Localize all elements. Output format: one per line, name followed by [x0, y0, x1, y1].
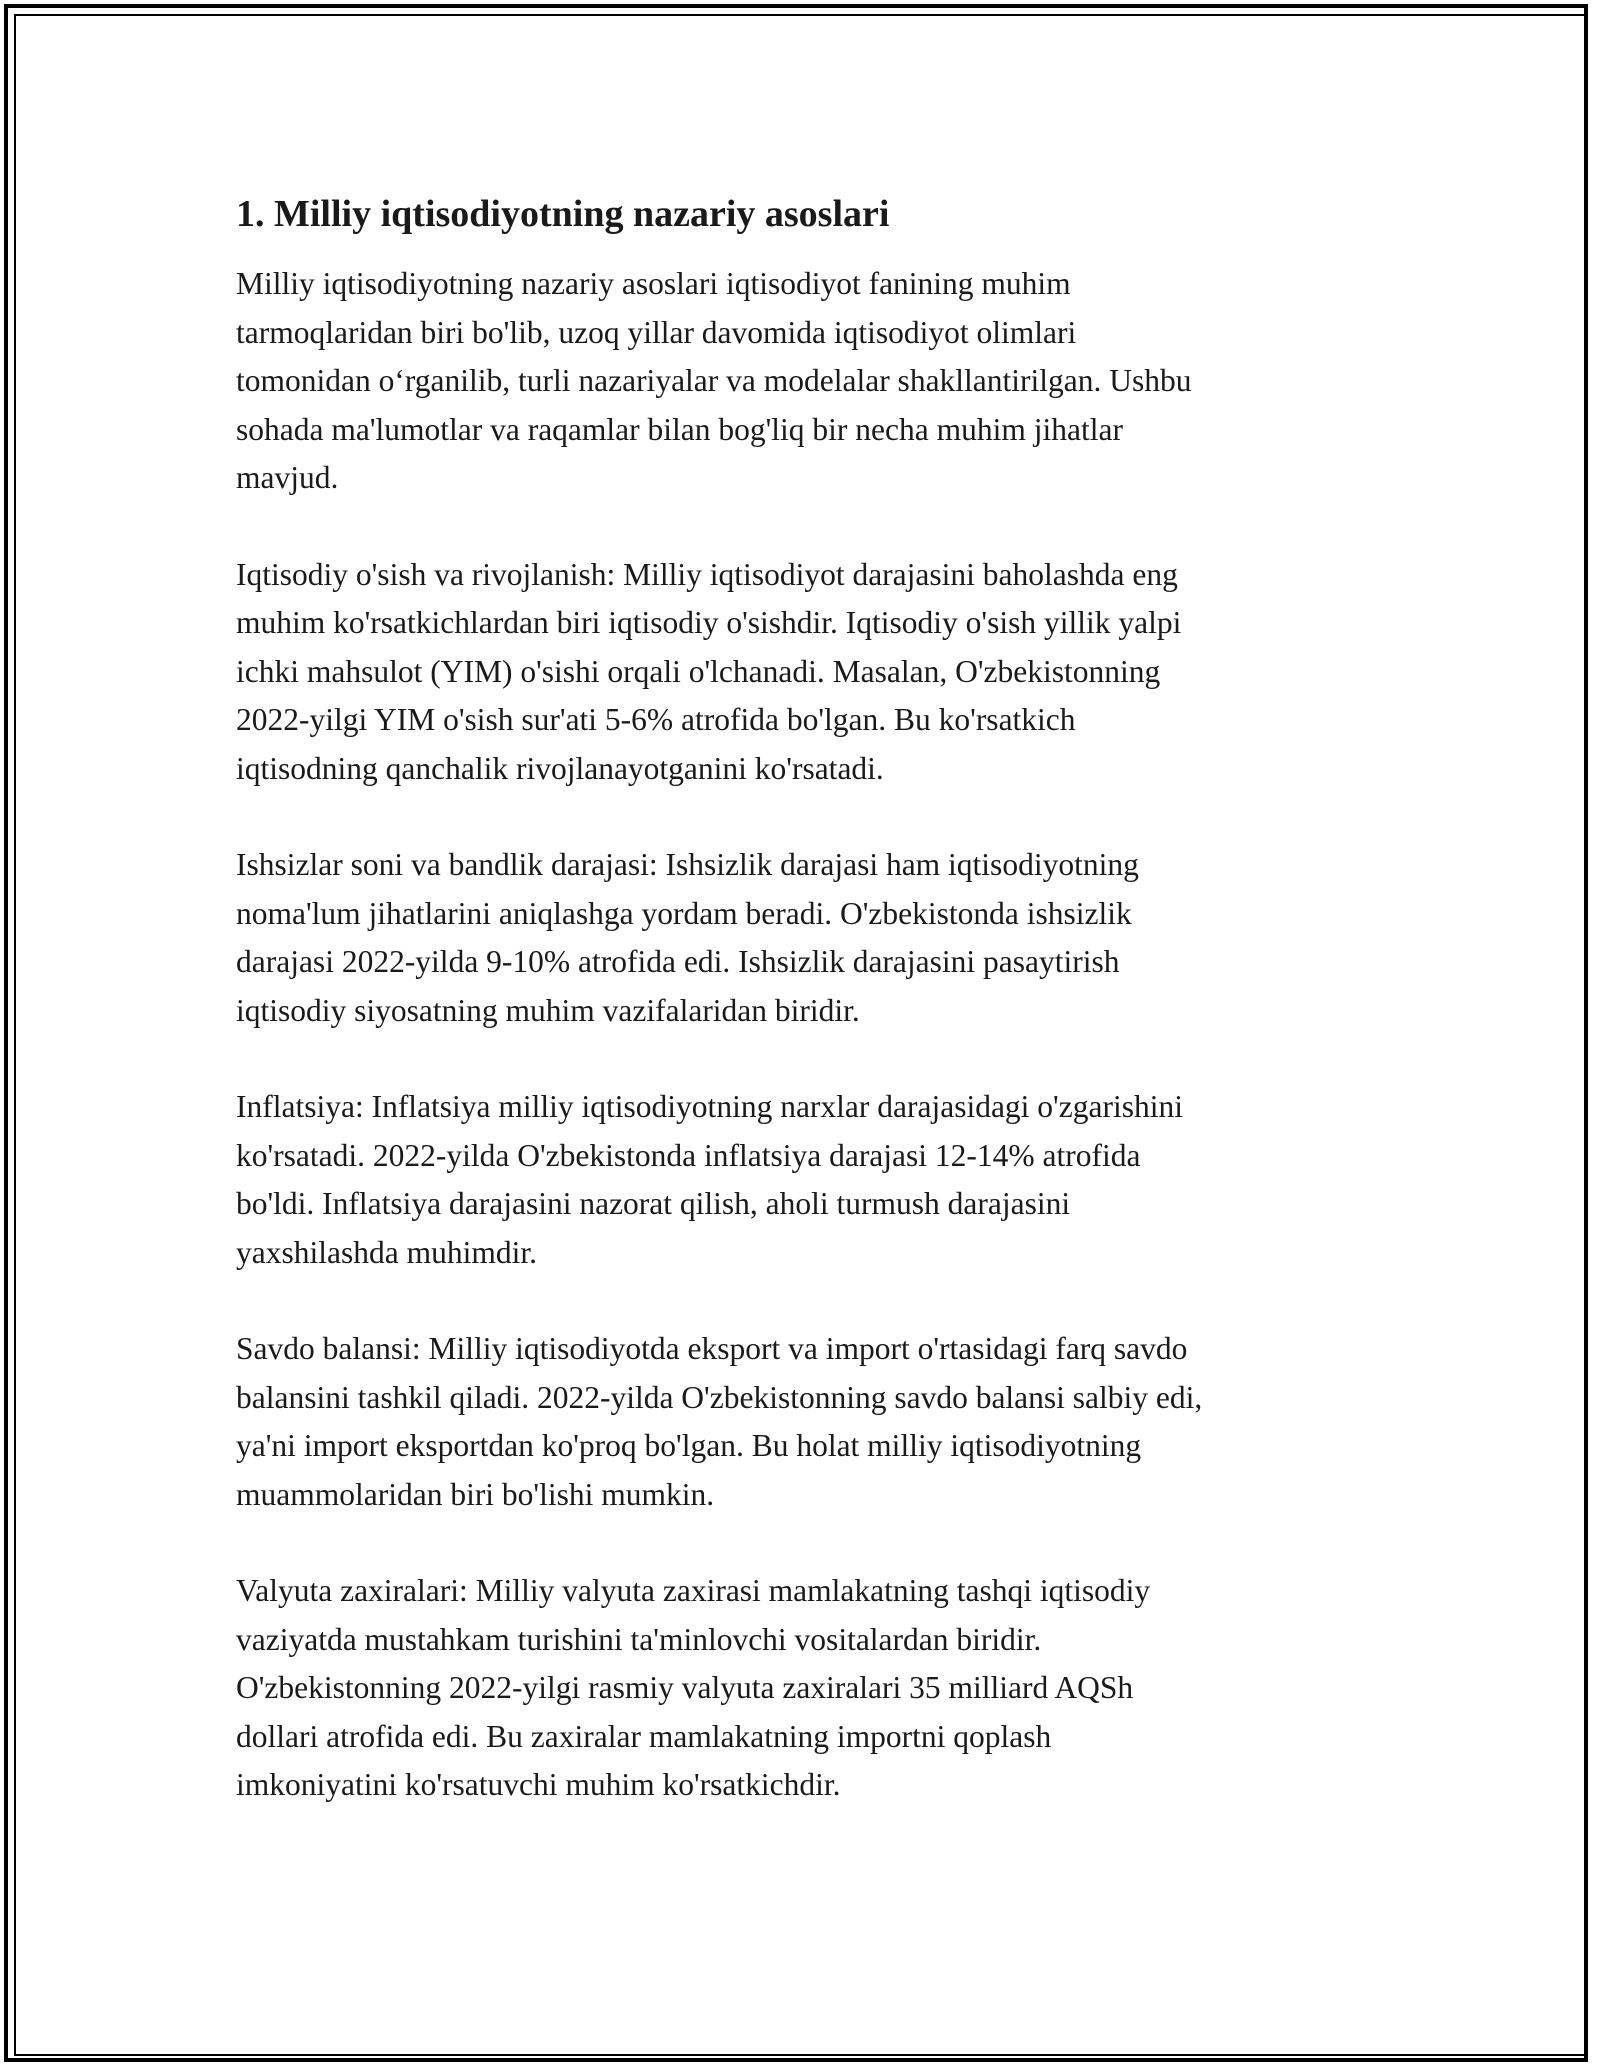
text-line: iqtisodning qanchalik rivojlanayotganini ko'rsatadi.: [236, 750, 884, 786]
text-line: noma'lum jihatlarini aniqlashga yordam beradi. O'zbekistonda ishsizlik: [236, 895, 1132, 931]
text-line: Inflatsiya: Inflatsiya milliy iqtisodiyotning narxlar darajasidagi o'zgarishini: [236, 1089, 1183, 1124]
text-line: Milliy iqtisodiyotning nazariy asoslari iqtisodiyot fanining muhim: [236, 266, 1071, 301]
text-line: darajasi 2022-yilda 9-10% atrofida edi. Ishsizlik darajasini pasaytirish: [236, 944, 1120, 979]
paragraph-trade-balance: [236, 1325, 1376, 1519]
text-line: imkoniyatini ko'rsatuvchi muhim ko'rsatkichdir.: [236, 1767, 841, 1802]
text-line: Savdo balansi: Milliy iqtisodiyotda eksport va import o'rtasidagi farq savdo: [236, 1331, 1188, 1366]
text-line: ichki mahsulot (YIM) o'sishi orqali o'lchanadi. Masalan, O'zbekistonning: [236, 653, 1161, 689]
text-line: Ishsizlar soni va bandlik darajasi: Ishsizlik darajasi ham iqtisodiyotning: [236, 847, 1139, 882]
text-line: yaxshilashda muhimdir.: [236, 1234, 537, 1270]
text-line: bo'ldi. Inflatsiya darajasini nazorat qilish, aholi turmush darajasini: [236, 1186, 1071, 1221]
text-line: mavjud.: [236, 460, 339, 495]
text-line: vaziyatda mustahkam turishini ta'minlovchi vositalardan biridir.: [236, 1621, 1042, 1657]
text-line: balansini tashkil qiladi. 2022-yilda O'zbekistonning savdo balansi salbiy edi,: [236, 1379, 1203, 1415]
paragraph-unemployment: [236, 841, 1376, 1035]
text-line: muhim ko'rsatkichlardan biri iqtisodiy o'sishdir. Iqtisodiy o'sish yillik yalpi: [236, 605, 1182, 640]
paragraph-inflation: [236, 1083, 1376, 1277]
text-line: iqtisodiy siyosatning muhim vazifalaridan biridir.: [236, 992, 860, 1028]
document-body: [236, 188, 1376, 1858]
text-line: muammolaridan biri bo'lishi mumkin.: [236, 1476, 715, 1512]
text-line: 2022-yilgi YIM o'sish sur'ati 5-6% atrofida bo'lgan. Bu ko'rsatkich: [236, 702, 1076, 737]
text-line: ya'ni import eksportdan ko'proq bo'lgan. Bu holat milliy iqtisodiyotning: [236, 1428, 1142, 1463]
text-line: ko'rsatadi. 2022-yilda O'zbekistonda inflatsiya darajasi 12-14% atrofida: [236, 1137, 1141, 1173]
text-line: dollari atrofida edi. Bu zaxiralar mamlakatning importni qoplash: [236, 1718, 1052, 1754]
paragraph-intro: [236, 260, 1376, 503]
section-heading: 1. Milliy iqtisodiyotning nazariy asoslari: [236, 193, 890, 235]
text-line: tomonidan o‘rganilib, turli nazariyalar va modelalar shakllantirilgan. Ushbu: [236, 363, 1192, 398]
text-line: O'zbekistonning 2022-yilgi rasmiy valyuta zaxiralari 35 milliard AQSh: [236, 1670, 1134, 1705]
text-line: sohada ma'lumotlar va raqamlar bilan bog'liq bir necha muhim jihatlar: [236, 411, 1123, 447]
text-line: tarmoqlaridan biri bo'lib, uzoq yillar davomida iqtisodiyot olimlari: [236, 314, 1077, 350]
paragraph-economic-growth: [236, 551, 1376, 794]
paragraph-currency-reserves: [236, 1567, 1376, 1810]
text-line: Valyuta zaxiralari: Milliy valyuta zaxirasi mamlakatning tashqi iqtisodiy: [236, 1573, 1151, 1608]
text-line: Iqtisodiy o'sish va rivojlanish: Milliy iqtisodiyot darajasini baholashda eng: [236, 556, 1178, 592]
